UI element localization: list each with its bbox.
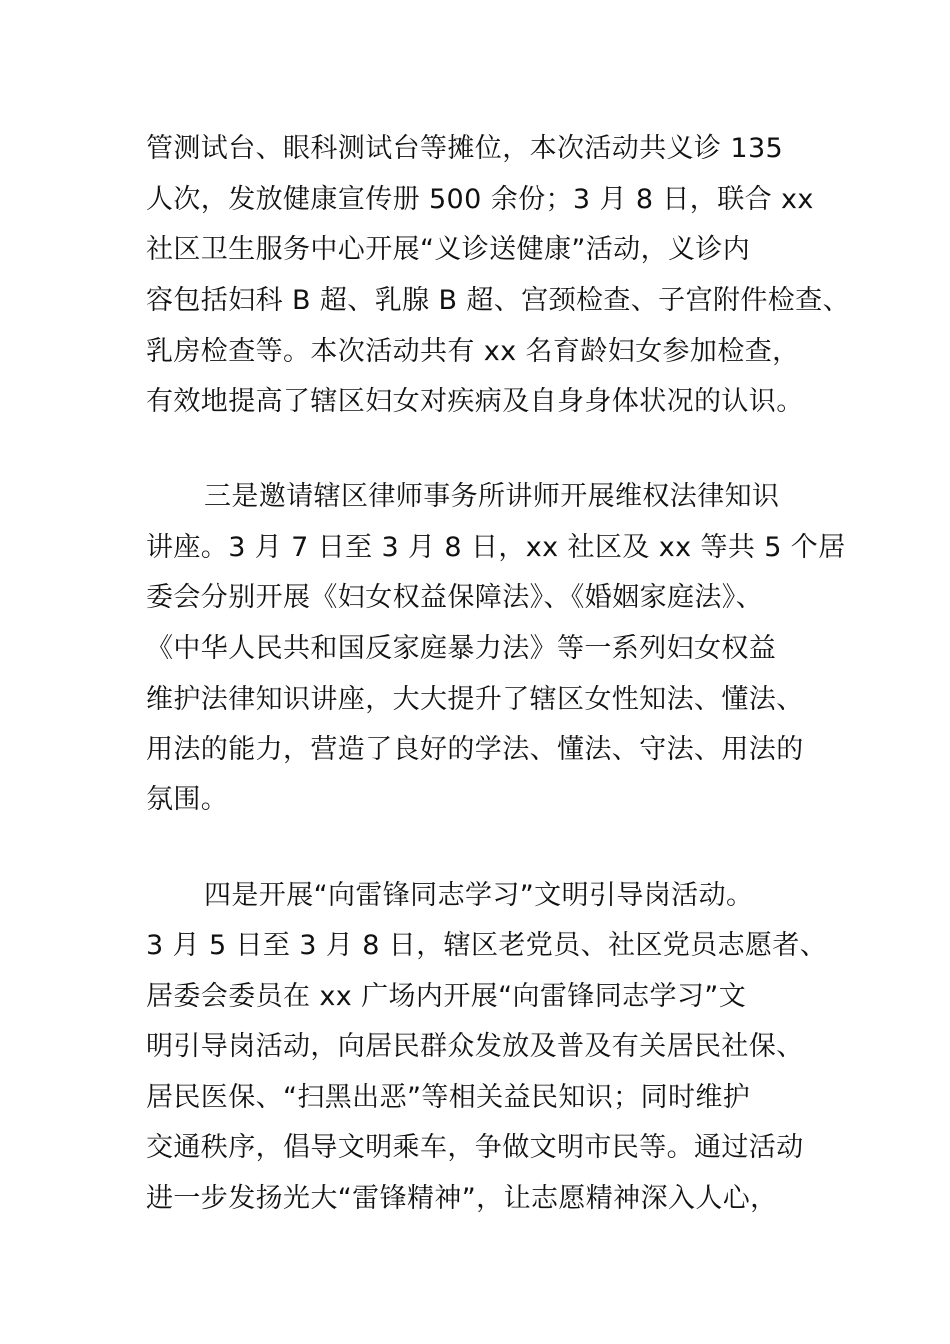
text-line: 用法的能力，营造了良好的学法、懂法、守法、用法的 [146,734,804,765]
text-line: 维护法律知识讲座，大大提升了辖区女性知法、懂法、 [146,684,804,715]
text-line: 《中华人民共和国反家庭暴力法》等一系列妇女权益 [146,633,777,664]
text-line: 四是开展“向雷锋同志学习”文明引导岗活动。 [204,880,754,911]
text-line: 明引导岗活动，向居民群众发放及普及有关居民社保、 [146,1031,804,1062]
text-line: 有效地提高了辖区妇女对疾病及自身身体状况的认识。 [146,386,804,417]
text-line: 氛围。 [146,784,229,815]
text-line: 三是邀请辖区律师事务所讲师开展维权法律知识 [204,481,780,512]
text-line: 交通秩序，倡导文明乘车，争做文明市民等。通过活动 [146,1132,804,1163]
text-line: 3 月 5 日至 3 月 8 日，辖区老党员、社区党员志愿者、 [146,930,828,961]
text-line: 社区卫生服务中心开展“义诊送健康”活动，义诊内 [146,234,751,265]
text-line: 管测试台、眼科测试台等摊位，本次活动共义诊 135 [146,133,784,164]
text-line: 容包括妇科 B 超、乳腺 B 超、宫颈检查、子宫附件检查、 [146,285,850,316]
text-line: 讲座。3 月 7 日至 3 月 8 日，xx 社区及 xx 等共 5 个居 [146,532,846,563]
text-line: 人次，发放健康宣传册 500 余份；3 月 8 日，联合 xx [146,184,814,215]
text-line: 委会分别开展《妇女权益保障法》、《婚姻家庭法》、 [146,582,764,613]
text-line: 进一步发扬光大“雷锋精神”，让志愿精神深入人心， [146,1183,778,1214]
text-line: 居民医保、“扫黑出恶”等相关益民知识；同时维护 [146,1082,751,1113]
text-line: 乳房检查等。本次活动共有 xx 名育龄妇女参加检查， [146,336,800,367]
text-line: 居委会委员在 xx 广场内开展“向雷锋同志学习”文 [146,981,747,1012]
